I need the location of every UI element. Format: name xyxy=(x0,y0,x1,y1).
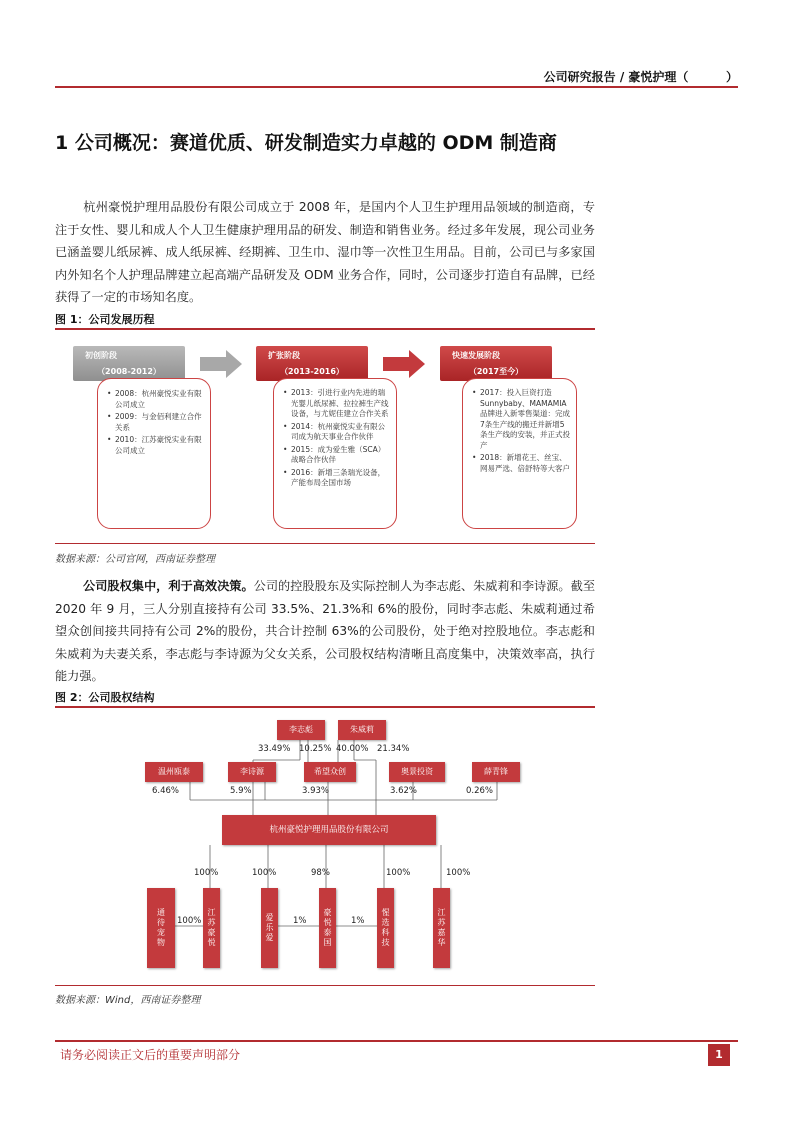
section1-text: 杭州豪悦护理用品股份有限公司成立于 2008 年，是国内个人卫生护理用品领域的制造商，专注于女性、婴儿和成人个人卫生健康护理用品的研发、制造和销售业务。经过多年发展，现公司业务已涵盖婴儿纸尿裤、成人纸尿裤、经期裤、卫生巾、湿巾等一次性卫生用品。目前，公司已与多家国内外知名个人护理品牌建立起高端产品研发及 ODM 业务合作，同时，公司逐步打造自有品牌，已经获得了一定的市场知名度。 xyxy=(55,200,595,304)
figure1-source: 数据来源：公司官网，西南证券整理 xyxy=(55,554,215,565)
pct-zhu-to-xiwang: 40.00% xyxy=(336,744,369,754)
sub-pct: 100% xyxy=(194,868,219,878)
footer-disclaimer: 请务必阅读正文后的重要声明部分 xyxy=(60,1048,241,1062)
figure2-title: 图 2：公司股权结构 xyxy=(55,691,155,704)
subsidiary-box: 惺选科技 xyxy=(377,888,394,968)
section2-text: 公司的控股股东及实际控制人为李志彪、朱威莉和李诗源。截至 2020 年 9 月，三人分别直接持有公司 33.5%、21.3%和 6%的股份，同时李志彪、朱威莉通过希望众创间接共同持有公司 2%的股份，共合计控制 63%的公司股份，处于绝对控股地位。李志彪和朱威莉为夫妻关系，李志彪与李诗源为父女关系，公司股权结构清晰且高度集中，决策效率高，执行能力强。 xyxy=(55,579,596,683)
event-item: • 2017：投入巨资打造Sunnybaby、MAMAMIA品牌进入新零售渠道：完成7条生产线的搬迁并新增5条生产线的安装，并正式投产 xyxy=(472,388,570,451)
event-item: • 2008：杭州豪悦实业有限公司成立 xyxy=(107,389,204,410)
subsidiary-box: 通待宠物 xyxy=(147,888,175,968)
subsidiary-box: 豪悦泰国 xyxy=(319,888,336,968)
event-item: • 2014：杭州豪悦实业有限公司成为航天事业合作伙伴 xyxy=(283,422,390,443)
stage-name: 快速发展阶段 xyxy=(452,351,500,360)
stage-period: （2013-2016） xyxy=(280,367,344,376)
stage-name: 初创阶段 xyxy=(85,351,117,360)
shareholder-pct: 6.46% xyxy=(152,786,180,796)
pct-li-to-company: 33.49% xyxy=(258,744,291,754)
footer-divider xyxy=(55,1040,738,1042)
sub-pct: 100% xyxy=(446,868,471,878)
company-box: 杭州豪悦护理用品股份有限公司 xyxy=(222,815,436,845)
figure2-bottom-rule xyxy=(55,985,595,986)
shareholder-box: 薛青锋 xyxy=(472,762,520,782)
subsidiary-box: 爱乐爱 xyxy=(261,888,278,968)
report-header-title: 公司研究报告 / 豪悦护理（ ） xyxy=(543,70,738,84)
sub-pct: 100% xyxy=(386,868,411,878)
subsidiary-box: 江苏嘉华 xyxy=(433,888,450,968)
shareholder-box: 温州瓯泰 xyxy=(145,762,203,782)
shareholder-box: 希望众创 xyxy=(304,762,356,782)
event-item: • 2018：新增花王、丝宝、网易严选、倍舒特等大客户 xyxy=(472,453,570,474)
stage-period: （2008-2012） xyxy=(97,367,161,376)
section-heading-1: 1 公司概况：赛道优质、研发制造实力卓越的 ODM 制造商 xyxy=(55,132,557,154)
figure1-title: 图 1：公司发展历程 xyxy=(55,313,155,326)
subsidiary-box: 江苏豪悦 xyxy=(203,888,220,968)
stage-period: （2017至今） xyxy=(468,367,524,376)
owner-box-zhu-weili: 朱威莉 xyxy=(338,720,386,740)
pct-xingxuan-to-thai: 1% xyxy=(351,916,365,926)
event-item: • 2015：成为爱生雅（SCA）战略合作伙伴 xyxy=(283,445,390,466)
event-item: • 2013：引进行业内先进的瑞光婴儿纸尿裤、拉拉裤生产线设备，与尤妮佳建立合作关系 xyxy=(283,388,390,420)
sub-pct: 100% xyxy=(252,868,277,878)
owner-box-li-zhibiao: 李志彪 xyxy=(277,720,325,740)
shareholder-pct: 5.9% xyxy=(230,786,252,796)
page-number: 1 xyxy=(708,1044,730,1066)
event-item: • 2016：新增三条瑞光设备，产能布局全国市场 xyxy=(283,468,390,489)
stage-name: 扩张阶段 xyxy=(268,351,300,360)
shareholder-pct: 0.26% xyxy=(466,786,494,796)
sub-pct: 98% xyxy=(311,868,330,878)
shareholder-pct: 3.62% xyxy=(390,786,418,796)
pct-zhu-to-company: 21.34% xyxy=(377,744,410,754)
event-item: • 2010：江苏豪悦实业有限公司成立 xyxy=(107,435,204,456)
section2-lead: 公司股权集中，利于高效决策。 xyxy=(83,579,254,593)
shareholder-box: 奥景投资 xyxy=(389,762,445,782)
shareholder-pct: 3.93% xyxy=(302,786,330,796)
pct-aileai-to-thai: 1% xyxy=(293,916,307,926)
pct-jiangsu-to-pet: 100% xyxy=(177,916,202,926)
pct-li-to-xiwang: 10.25% xyxy=(299,744,332,754)
event-item: • 2009：与金佰利建立合作关系 xyxy=(107,412,204,433)
shareholder-box: 李诗源 xyxy=(228,762,276,782)
figure2-source: 数据来源：Wind，西南证券整理 xyxy=(55,995,201,1006)
